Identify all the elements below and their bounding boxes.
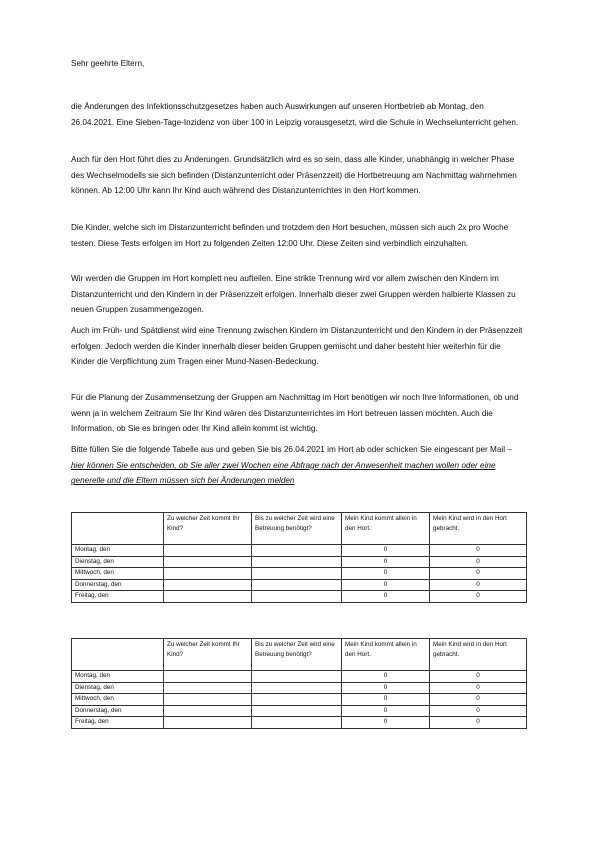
table-row — [72, 568, 527, 580]
paragraph-6: Für die Planung der Zusammensetzung der Gruppen am Nachmittag im Hort benötigen wir noch Ihre Informationen, ob und wenn ja in welchem Zeitraum Sie Ihr Kind wären des Distanzunterrichtes im Hort betreuen lassen möchten. Auch die Information, ob Sie es bringen oder Ihr Kind allein kommt ist wichtig. — [71, 393, 519, 434]
attendance-table-1 — [71, 512, 527, 603]
header-arrival-time: Zu welcher Zeit kommt Ihr Kind? — [164, 513, 252, 545]
table-row — [72, 694, 527, 706]
comes-alone-cell[interactable]: 0 — [342, 545, 430, 557]
table-row — [72, 717, 527, 729]
is-brought-cell[interactable]: 0 — [430, 545, 527, 557]
table-row — [72, 671, 527, 683]
care-until-cell[interactable] — [252, 556, 342, 568]
care-until-cell[interactable] — [252, 568, 342, 580]
care-until-cell[interactable] — [252, 682, 342, 694]
arrival-time-cell[interactable] — [164, 591, 252, 603]
comes-alone-cell[interactable]: 0 — [342, 556, 430, 568]
table-row — [72, 705, 527, 717]
table-row — [72, 591, 527, 603]
day-label: Dienstag, den — [72, 682, 164, 694]
arrival-time-cell[interactable] — [164, 545, 252, 557]
care-until-cell[interactable] — [252, 591, 342, 603]
table-header-row — [72, 639, 527, 671]
care-until-cell[interactable] — [252, 705, 342, 717]
comes-alone-cell[interactable]: 0 — [342, 671, 430, 683]
header-comes-alone: Mein Kind kommt allein in den Hort. — [342, 639, 430, 671]
day-label: Montag, den — [72, 671, 164, 683]
day-label: Montag, den — [72, 545, 164, 557]
care-until-cell[interactable] — [252, 717, 342, 729]
table-row — [72, 545, 527, 557]
salutation: Sehr geehrte Eltern, — [71, 59, 145, 68]
day-label: Dienstag, den — [72, 556, 164, 568]
arrival-time-cell[interactable] — [164, 671, 252, 683]
comes-alone-cell[interactable]: 0 — [342, 591, 430, 603]
is-brought-cell[interactable]: 0 — [430, 556, 527, 568]
header-day — [72, 513, 164, 545]
header-comes-alone: Mein Kind kommt allein in den Hort. — [342, 513, 430, 545]
header-day — [72, 639, 164, 671]
paragraph-3: Die Kinder, welche sich im Distanzunterricht befinden und trotzdem den Hort besuchen, müssen sich auch 2x pro Woche testen. Diese Tests erfolgen im Hort zu folgenden Zeiten 12:00 Uhr. Diese Zeiten sind verbindlich einzuhalten. — [71, 223, 509, 248]
arrival-time-cell[interactable] — [164, 682, 252, 694]
arrival-time-cell[interactable] — [164, 717, 252, 729]
care-until-cell[interactable] — [252, 545, 342, 557]
day-label: Mittwoch, den — [72, 694, 164, 706]
comes-alone-cell[interactable]: 0 — [342, 579, 430, 591]
header-is-brought: Mein Kind wird in den Hort gebracht. — [430, 513, 527, 545]
arrival-time-cell[interactable] — [164, 556, 252, 568]
paragraph-2: Auch für den Hort führt dies zu Änderungen. Grundsätzlich wird es so sein, dass alle Kinder, unabhängig in welcher Phase des Wechselmodells sie sich befinden (Distanzunterricht oder Präsenzzeit) die Hortbetreuung am Nachmittag wahrnehmen können. Ab 12:00 Uhr kann Ihr Kind auch während des Distanzunterrichtes in den Hort kommen. — [71, 155, 517, 196]
is-brought-cell[interactable]: 0 — [430, 671, 527, 683]
is-brought-cell[interactable]: 0 — [430, 568, 527, 580]
care-until-cell[interactable] — [252, 671, 342, 683]
table-header-row — [72, 513, 527, 545]
arrival-time-cell[interactable] — [164, 568, 252, 580]
paragraph-7-text: Bitte füllen Sie die folgende Tabelle aus und geben Sie bis 26.04.2021 im Hort ab oder schicken Sie eingescant per Mail – — [71, 445, 512, 454]
care-until-cell[interactable] — [252, 579, 342, 591]
is-brought-cell[interactable]: 0 — [430, 682, 527, 694]
comes-alone-cell[interactable]: 0 — [342, 705, 430, 717]
is-brought-cell[interactable]: 0 — [430, 591, 527, 603]
is-brought-cell[interactable]: 0 — [430, 694, 527, 706]
table-row — [72, 682, 527, 694]
decision-link[interactable]: hier können Sie entscheiden, ob Sie aller zwei Wochen eine Abfrage nach der Anwesenheit machen wollen oder eine generelle und die Eltern müssen sich bei Änderungen melden — [71, 460, 496, 486]
table-row — [72, 579, 527, 591]
paragraph-5: Auch im Früh- und Spätdienst wird eine Trennung zwischen Kindern im Distanzunterricht und den Kindern in der Präsenzzeit erfolgen. Jedoch werden die Kinder innerhalb dieser beiden Gruppen gemischt und daher besteht hier weiterhin für die Kinder die Verpflichtung zum Tragen einer Mund-Nasen-Bedeckung. — [71, 326, 523, 367]
header-is-brought: Mein Kind wird in den Hort gebracht. — [430, 639, 527, 671]
arrival-time-cell[interactable] — [164, 694, 252, 706]
header-arrival-time: Zu welcher Zeit kommt Ihr Kind? — [164, 639, 252, 671]
paragraph-1: die Änderungen des Infektionsschutzgesetzes haben auch Auswirkungen auf unseren Hortbetrieb ab Montag, den 26.04.2021. Eine Sieben-Tage-Inzidenz von über 100 in Leipzig vorausgesetzt, wird die Schule in Wechselunterricht gehen. — [71, 102, 519, 127]
day-label: Donnerstag, den — [72, 579, 164, 591]
comes-alone-cell[interactable]: 0 — [342, 694, 430, 706]
comes-alone-cell[interactable]: 0 — [342, 568, 430, 580]
day-label: Freitag, den — [72, 717, 164, 729]
arrival-time-cell[interactable] — [164, 579, 252, 591]
care-until-cell[interactable] — [252, 694, 342, 706]
paragraph-7 — [71, 442, 526, 489]
is-brought-cell[interactable]: 0 — [430, 579, 527, 591]
header-care-until: Bis zu welcher Zeit wird eine Betreuung benötigt? — [252, 513, 342, 545]
day-label: Freitag, den — [72, 591, 164, 603]
comes-alone-cell[interactable]: 0 — [342, 717, 430, 729]
arrival-time-cell[interactable] — [164, 705, 252, 717]
is-brought-cell[interactable]: 0 — [430, 717, 527, 729]
day-label: Mittwoch, den — [72, 568, 164, 580]
paragraph-4: Wir werden die Gruppen im Hort komplett neu aufteilen. Eine strikte Trennung wird vor allem zwischen den Kindern im Distanzunterricht und den Kindern in der Präsenzzeit erfolgen. Innerhalb dieser zwei Gruppen werden halbierte Klassen zu neuen Gruppen zusammengezogen. — [71, 274, 516, 315]
comes-alone-cell[interactable]: 0 — [342, 682, 430, 694]
table-row — [72, 556, 527, 568]
attendance-table-2 — [71, 638, 527, 729]
day-label: Donnerstag, den — [72, 705, 164, 717]
header-care-until: Bis zu welcher Zeit wird eine Betreuung benötigt? — [252, 639, 342, 671]
is-brought-cell[interactable]: 0 — [430, 705, 527, 717]
